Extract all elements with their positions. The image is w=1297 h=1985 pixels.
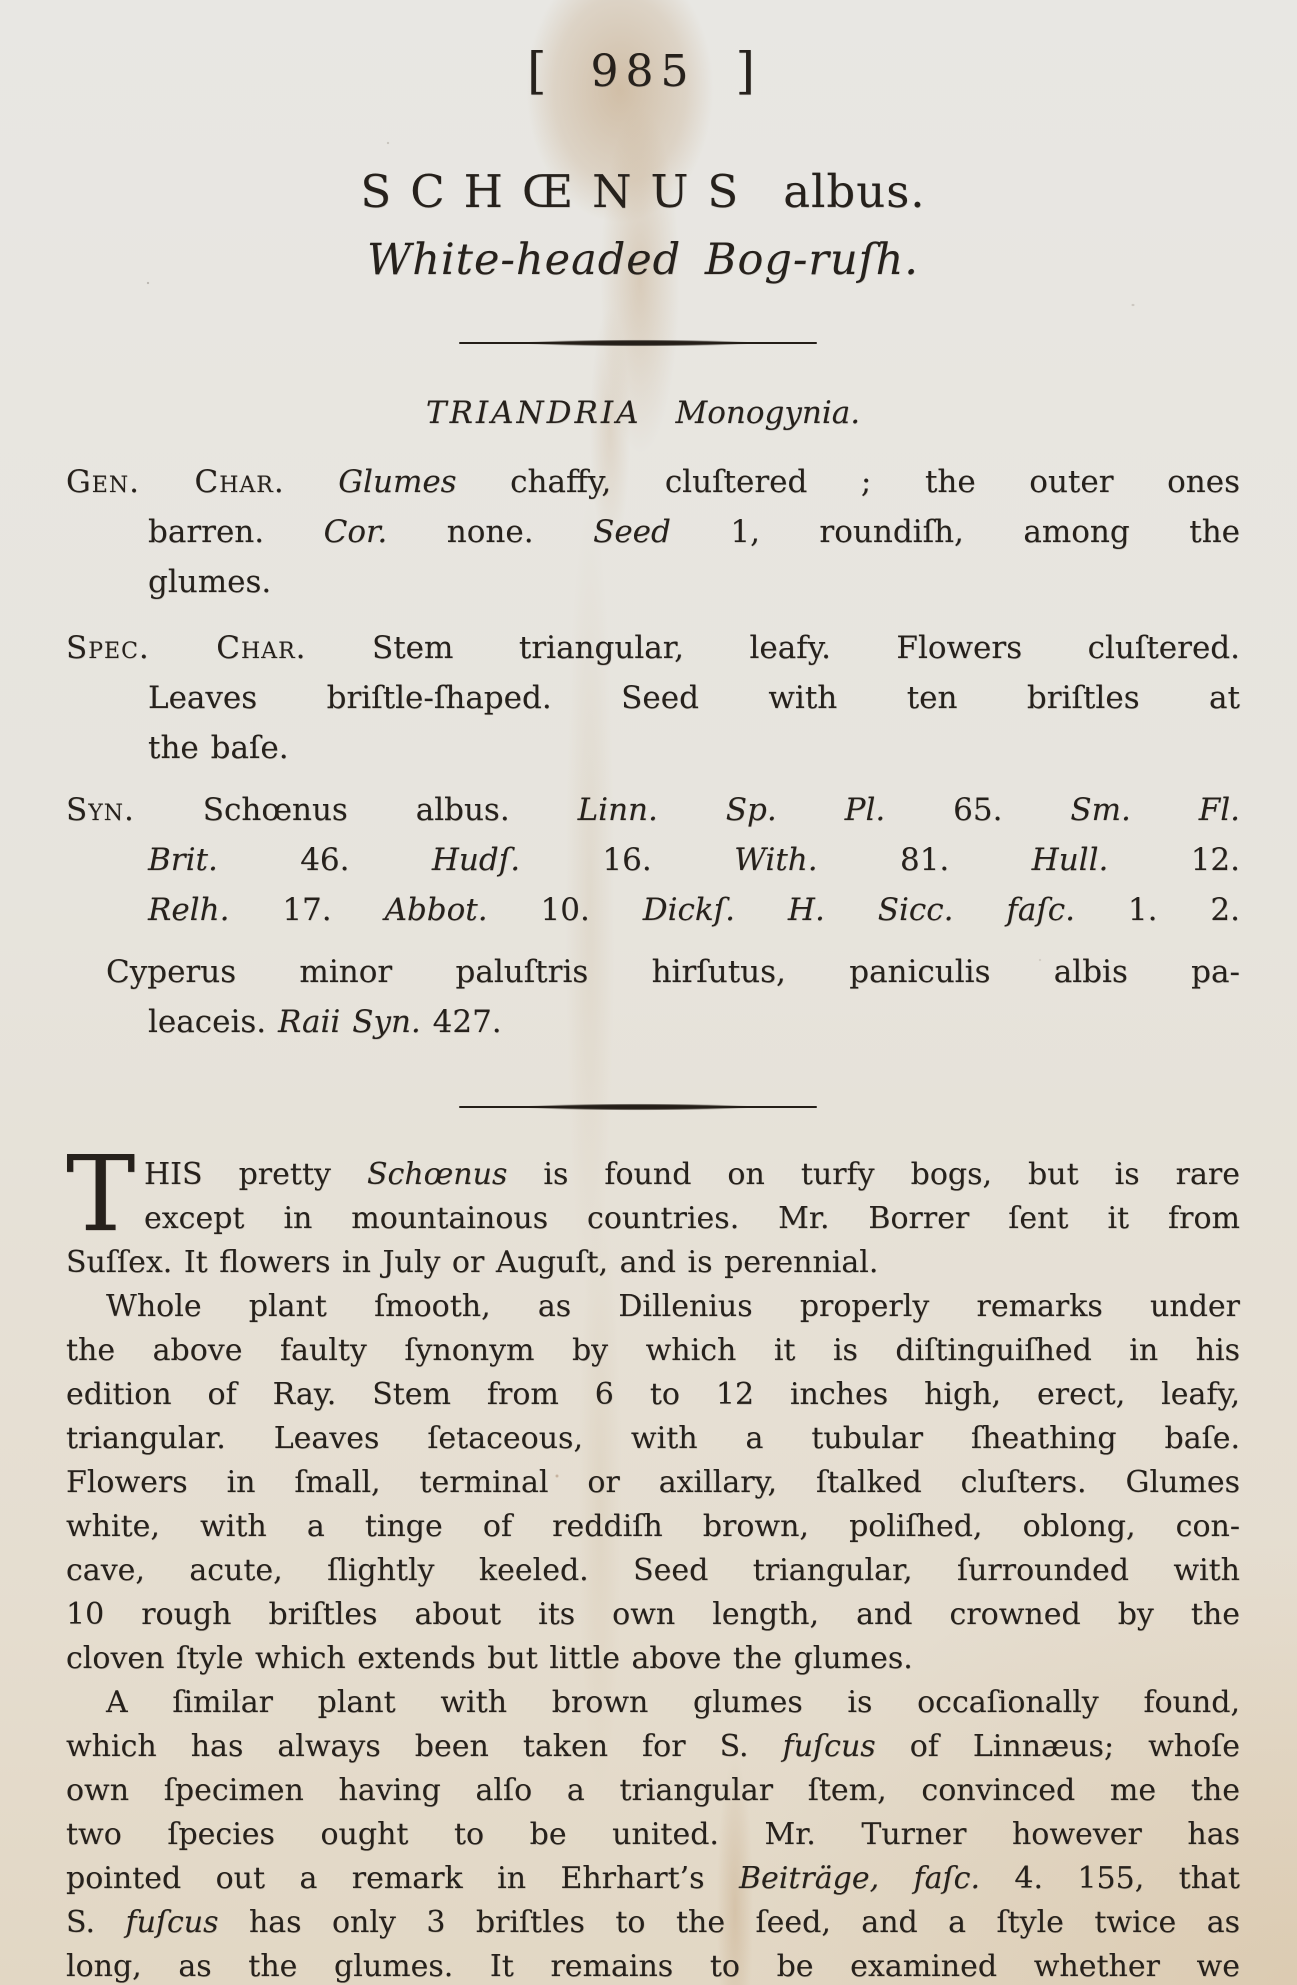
text-line: Leaves briſtle-ſhaped. Seed with ten briſtles at [148,680,1240,716]
text-line: the baſe. [148,730,289,766]
linnaean-class: TRIANDRIA [425,395,642,431]
text-line: A ſimilar plant with brown glumes is occaſionally found, [106,1685,1240,1720]
description-paragraph [66,1133,1240,1285]
text-line: pointed out a remark in Ehrhart’s Beiträge, faſc. 4. 155, that [66,1861,1240,1896]
linnaean-order: Monogynia. [675,395,861,431]
genus-name: SCHŒNUS [360,165,758,218]
text-line: barren. Cor. none. Seed 1, roundiſh, among the [148,514,1240,550]
text-line: leaceis. Raii Syn. 427. [148,1004,502,1040]
text-line: Gen. Char. Glumes chaffy, cluſtered ; the outer ones [66,464,1240,500]
text-line: Spec. Char. Stem triangular, leafy. Flowers cluſtered. [66,630,1240,666]
classification-line [56,391,1230,435]
paragraph-lines [66,1133,1240,1285]
synonymy-entry [66,785,1240,935]
text-line: Flowers in ſmall, terminal or axillary, ſtalked cluſters. Glumes [66,1465,1240,1500]
text-line: white, with a tinge of reddiſh brown, poliſhed, oblong, con- [66,1509,1240,1544]
text-line: Suſſex. It flowers in July or Auguſt, and is perennial. [66,1245,879,1280]
text-line: cave, acute, ſlightly keeled. Seed triangular, ſurrounded with [66,1553,1240,1588]
description-paragraph [66,1285,1240,1681]
text-line: Cyperus minor paluſtris hirſutus, paniculis albis pa- [106,954,1240,990]
page-number-open-bracket: [ [526,42,551,100]
species-heading [56,165,1230,219]
text-line: Brit. 46. Hudſ. 16. With. 81. Hull. 12. [148,842,1241,878]
text-line: own ſpecimen having alſo a triangular ſtem, convinced me the [66,1773,1240,1808]
specific-character-entry [66,623,1240,773]
text-line: Syn. Schœnus albus. Linn. Sp. Pl. 65. Sm. Fl. [66,792,1240,828]
text-line: 10 rough briſtles about its own length, and crowned by the [66,1597,1240,1632]
text-line: Whole plant ſmooth, as Dillenius properly remarks under [106,1289,1240,1324]
text-line: two ſpecies ought to be united. Mr. Turner however has [66,1817,1240,1852]
drop-cap-initial: T [66,1133,136,1255]
text-line: which has always been taken for S. fuſcus of Linnæus; whoſe [66,1729,1241,1764]
text-line: cloven ſtyle which extends but little above the glumes. [66,1641,913,1676]
text-line: S. fuſcus has only 3 briſtles to the ſeed, and a ſtyle twice as [66,1905,1240,1940]
page-number-close-bracket: ] [735,42,759,100]
description-text [66,1133,1241,1985]
text-column [66,40,1240,1985]
page-number-value: 985 [590,46,696,97]
text-line: triangular. Leaves ſetaceous, with a tubular ſheathing baſe. [66,1421,1240,1456]
swelled-rule-divider [459,337,817,349]
description-paragraph [66,1681,1240,1985]
text-line: edition of Ray. Stem from 6 to 12 inches high, erect, leafy, [66,1377,1240,1412]
text-line: HIS pretty Schœnus is found on turfy bogs, but is rare [144,1157,1240,1192]
swelled-rule-divider [459,1101,817,1113]
cyperus-synonym-entry [66,947,1240,1047]
text-line: except in mountainous countries. Mr. Borrer ſent it from [144,1201,1240,1236]
text-line: glumes. [148,564,272,600]
text-line: Relh. 17. Abbot. 10. Dickſ. H. Sicc. faſc. 1. 2. [148,892,1240,928]
text-line: the above faulty ſynonym by which it is diſtinguiſhed in his [66,1333,1240,1368]
generic-character-entry [66,457,1240,607]
page-number [56,40,1230,101]
common-name-heading: White-headed Bog-ruſh. [367,235,919,285]
species-epithet: albus. [783,165,926,218]
text-line: long, as the glumes. It remains to be examined whether we [66,1949,1240,1984]
